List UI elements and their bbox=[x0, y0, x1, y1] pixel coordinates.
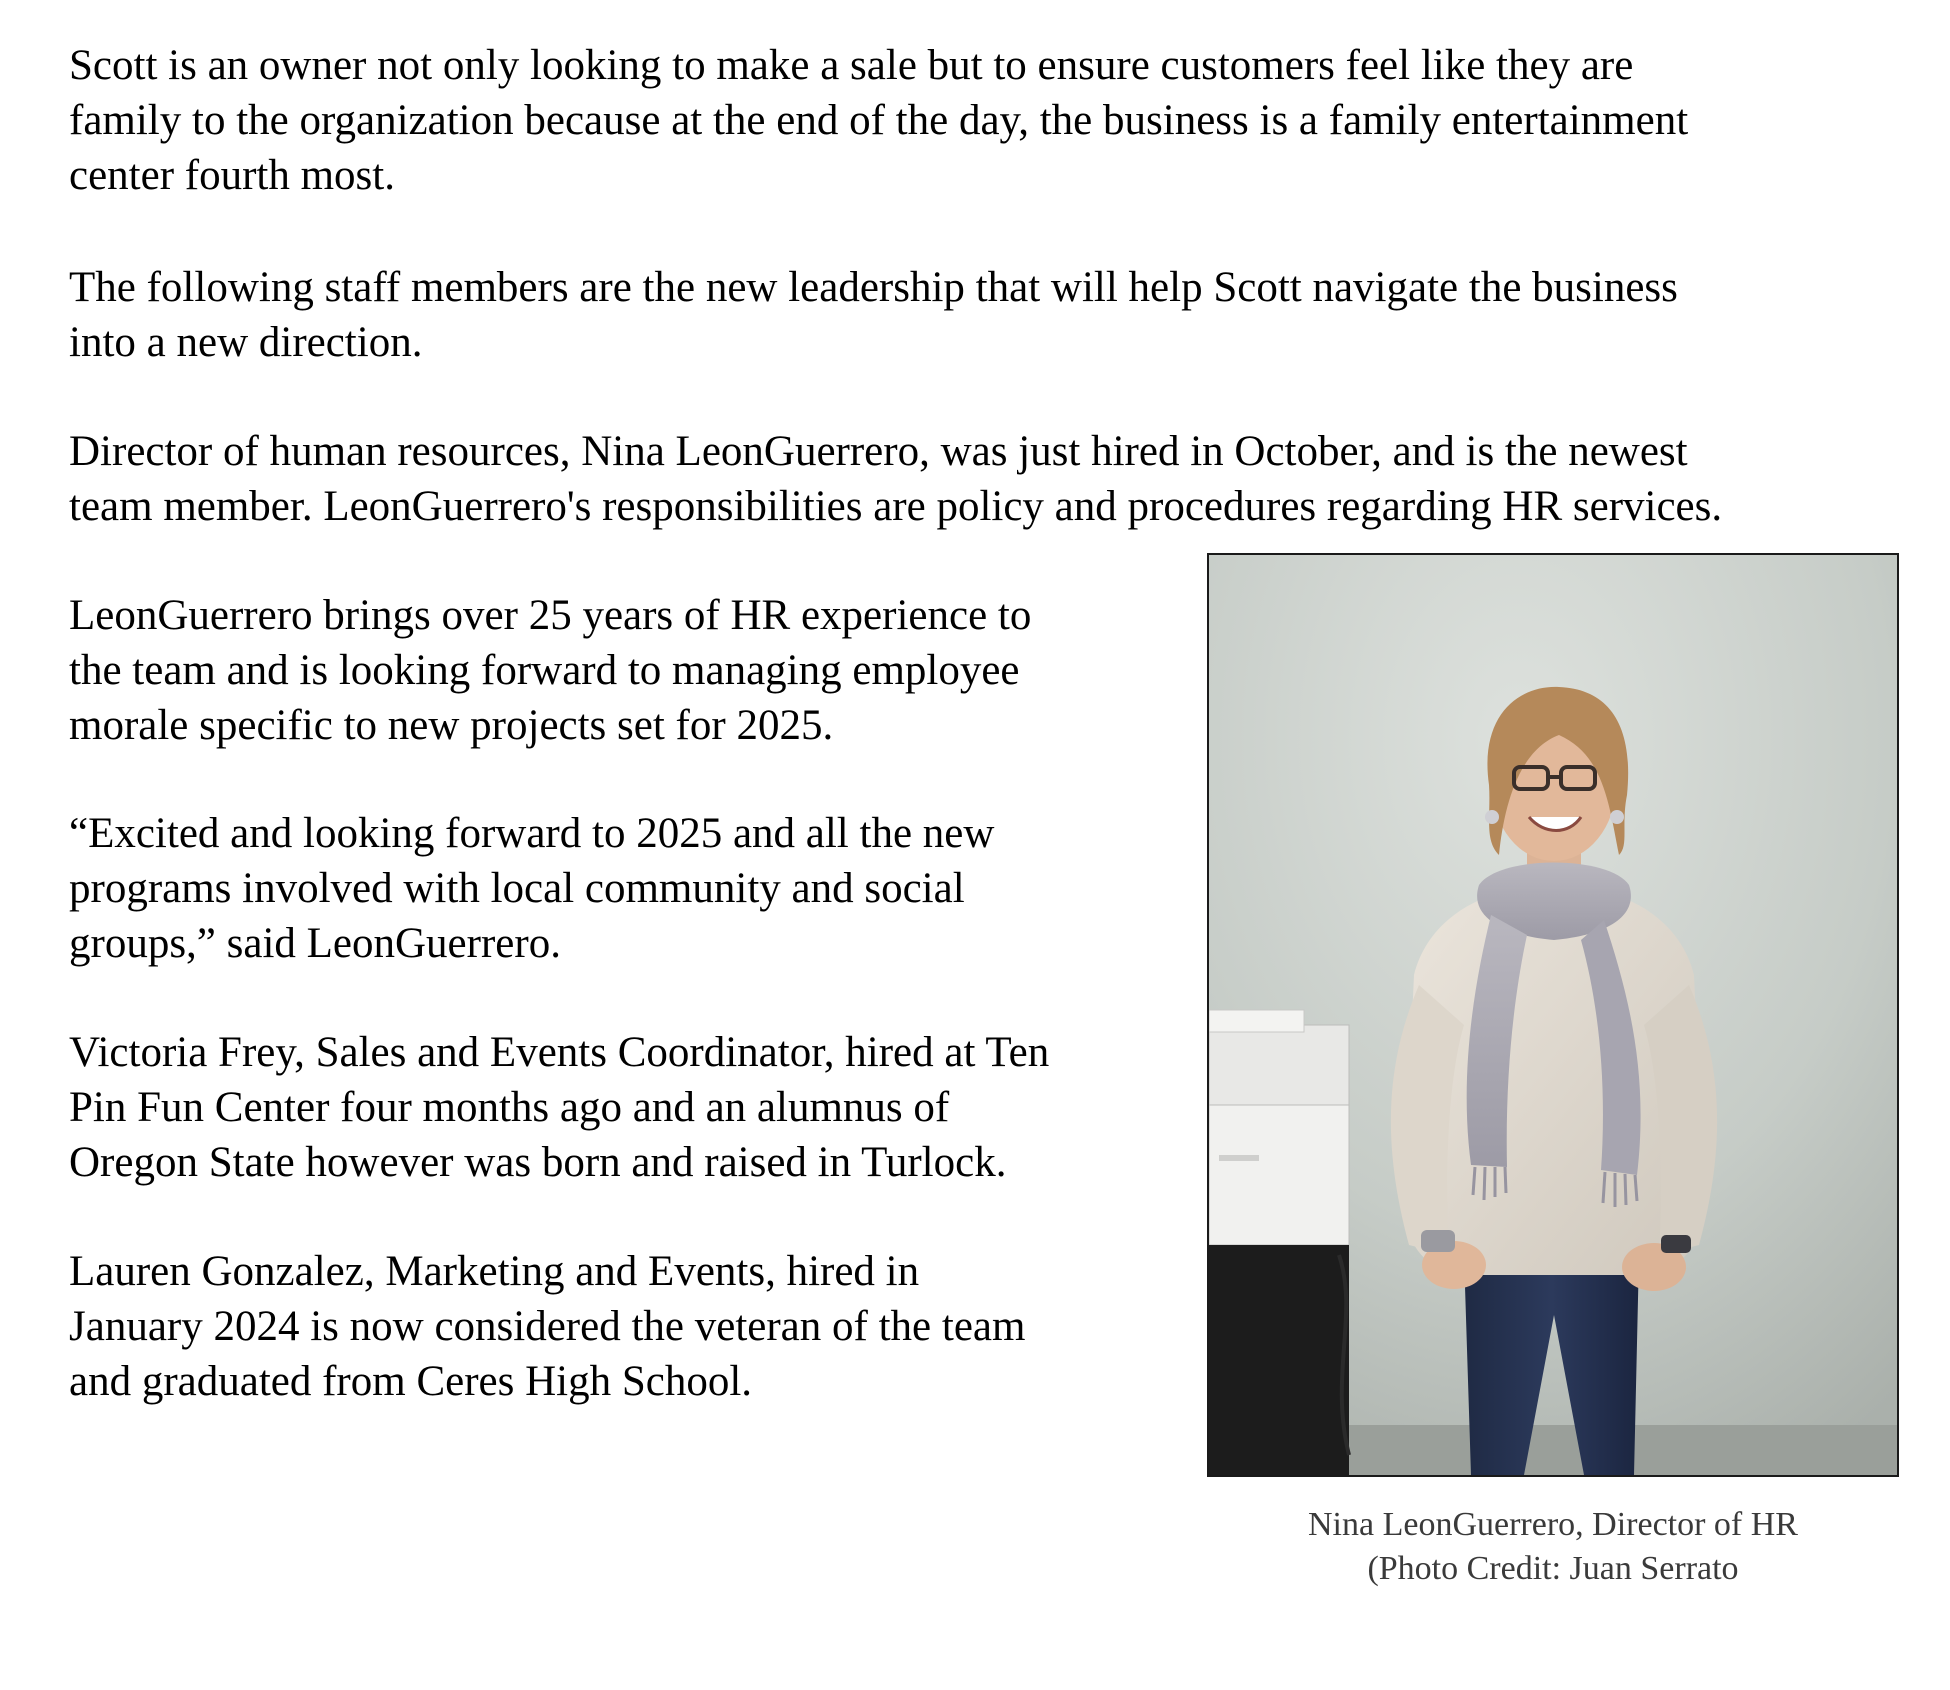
text-line: the team and is looking forward to managing employee bbox=[69, 647, 1020, 694]
text-line: The following staff members are the new leadership that will help Scott navigate the business bbox=[69, 264, 1678, 311]
paragraph-owner bbox=[69, 38, 1688, 203]
text-line: “Excited and looking forward to 2025 and all the new bbox=[69, 810, 995, 857]
text-line: Scott is an owner not only looking to make a sale but to ensure customers feel like they are bbox=[69, 42, 1634, 89]
printer bbox=[1209, 1010, 1349, 1475]
text-line: January 2024 is now considered the veteran of the team bbox=[69, 1303, 1026, 1350]
caption-line: Nina LeonGuerrero, Director of HR bbox=[1308, 1506, 1798, 1543]
text-line: programs involved with local community and social bbox=[69, 865, 965, 912]
paragraph-hr-director bbox=[69, 424, 1722, 534]
photo-caption bbox=[1207, 1503, 1899, 1591]
portrait-photo bbox=[1207, 553, 1899, 1477]
portrait-illustration bbox=[1209, 555, 1897, 1475]
text-line: LeonGuerrero brings over 25 years of HR experience to bbox=[69, 592, 1032, 639]
text-line: Director of human resources, Nina LeonGuerrero, was just hired in October, and is the newest bbox=[69, 428, 1688, 475]
paragraph-victoria-frey bbox=[69, 1025, 1049, 1190]
paragraph-lauren-gonzalez bbox=[69, 1244, 1025, 1409]
caption-line: (Photo Credit: Juan Serrato bbox=[1367, 1550, 1739, 1587]
text-line: and graduated from Ceres High School. bbox=[69, 1358, 753, 1405]
paragraph-leadership-intro bbox=[69, 260, 1678, 370]
text-line: morale specific to new projects set for 2025. bbox=[69, 702, 834, 749]
paragraph-hr-experience bbox=[69, 588, 1031, 753]
text-line: team member. LeonGuerrero's responsibilities are policy and procedures regarding HR services. bbox=[69, 483, 1723, 530]
text-line: Lauren Gonzalez, Marketing and Events, hired in bbox=[69, 1248, 920, 1295]
text-line: center fourth most. bbox=[69, 152, 395, 199]
text-line: Oregon State however was born and raised in Turlock. bbox=[69, 1139, 1007, 1186]
text-line: groups,” said LeonGuerrero. bbox=[69, 920, 561, 967]
paragraph-quote bbox=[69, 806, 994, 971]
text-line: family to the organization because at the end of the day, the business is a family entertainment bbox=[69, 97, 1689, 144]
text-line: Victoria Frey, Sales and Events Coordinator, hired at Ten bbox=[69, 1029, 1050, 1076]
text-line: into a new direction. bbox=[69, 319, 423, 366]
text-line: Pin Fun Center four months ago and an alumnus of bbox=[69, 1084, 950, 1131]
